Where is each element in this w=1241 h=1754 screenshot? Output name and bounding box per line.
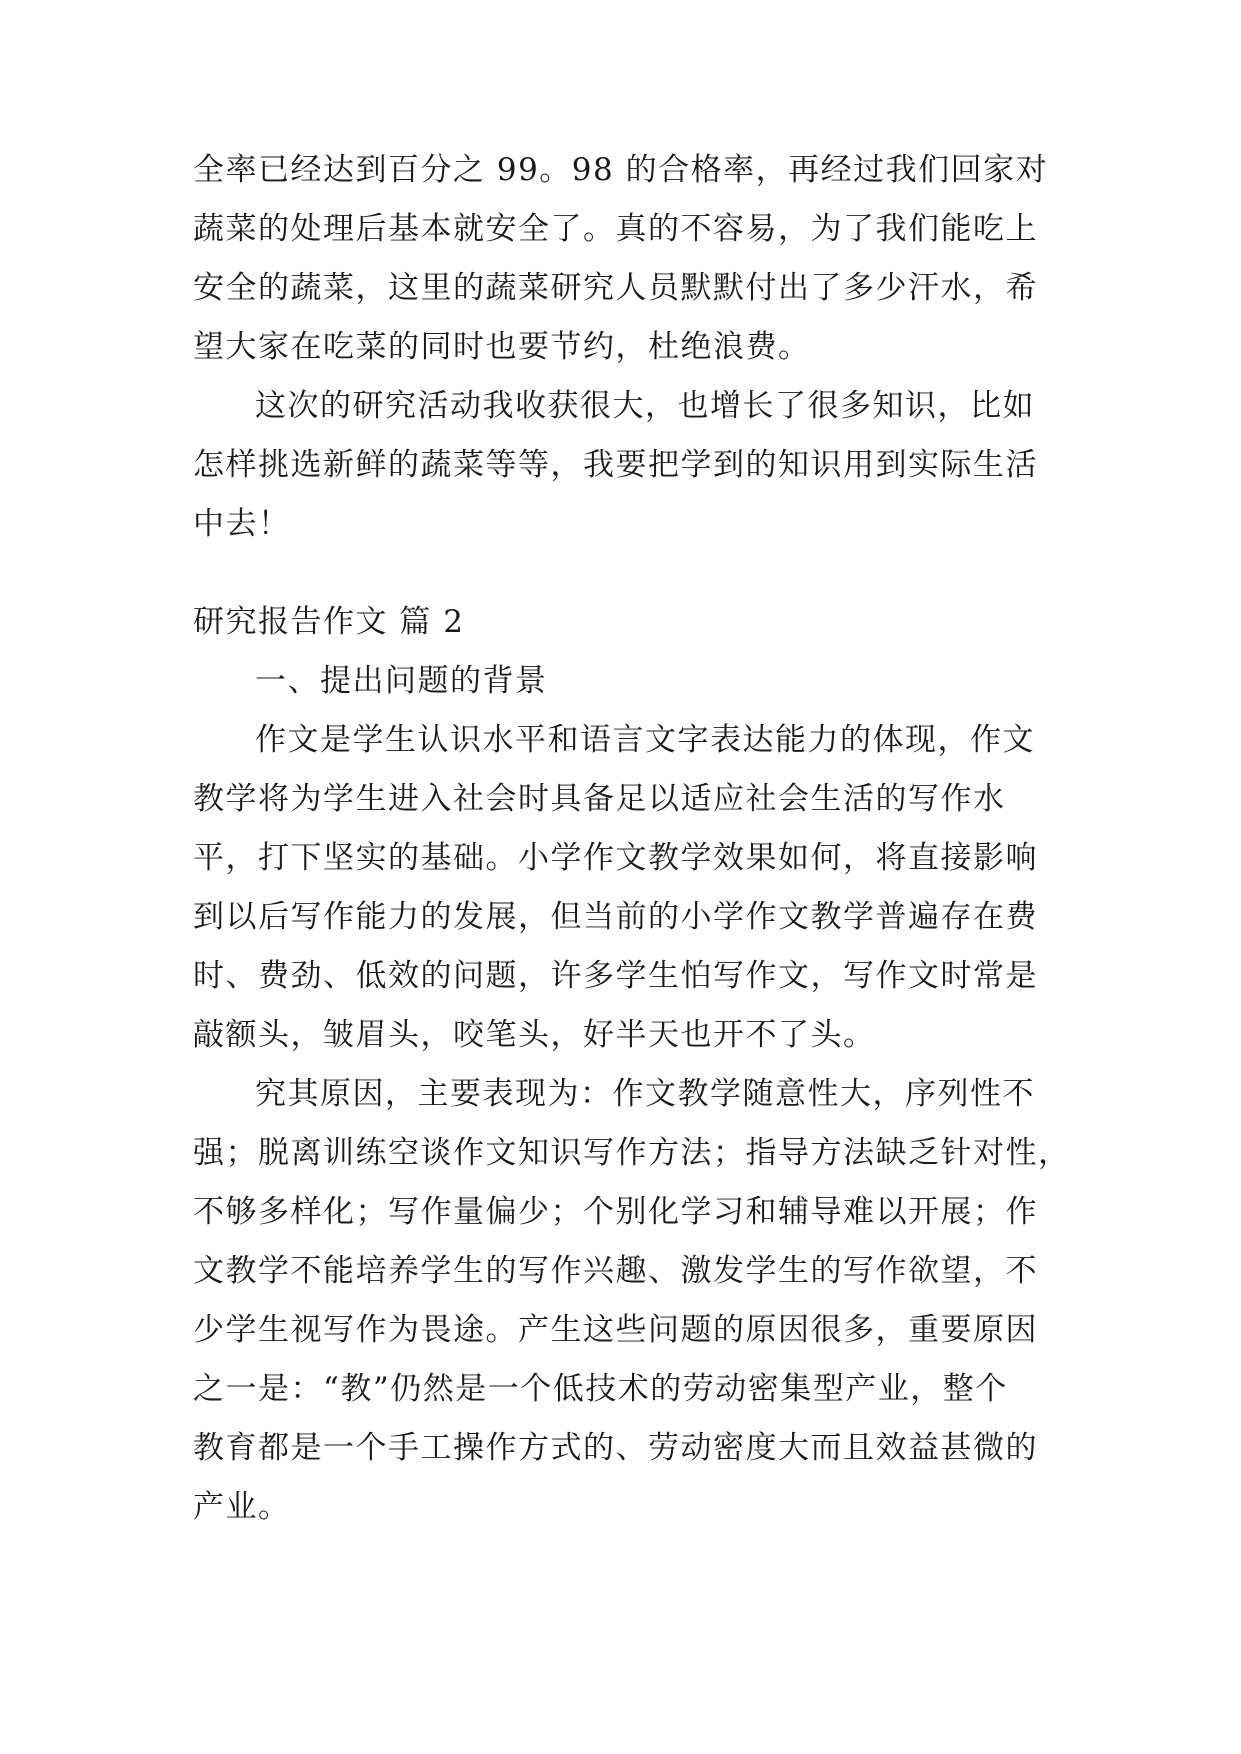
- text-line: 不够多样化；写作量偏少；个别化学习和辅导难以开展；作: [193, 1194, 1038, 1230]
- text-line: 作文是学生认识水平和语言文字表达能力的体现，作文: [255, 722, 1035, 758]
- text-line: 究其原因，主要表现为：作文教学随意性大，序列性不: [255, 1076, 1035, 1112]
- text-line: 望大家在吃菜的同时也要节约，杜绝浪费。: [193, 329, 811, 365]
- text-line: 少学生视写作为畏途。产生这些问题的原因很多，重要原因: [193, 1312, 1038, 1348]
- text-line: 安全的蔬菜，这里的蔬菜研究人员默默付出了多少汗水，希: [193, 270, 1038, 306]
- text-line: 教育都是一个手工操作方式的、劳动密度大而且效益甚微的: [193, 1430, 1038, 1466]
- section-heading: 研究报告作文 篇 2: [193, 604, 465, 640]
- text-line: 全率已经达到百分之 99。98 的合格率，再经过我们回家对: [193, 152, 1049, 188]
- text-line: 之一是：“教”仍然是一个低技术的劳动密集型产业，整个: [193, 1371, 1008, 1407]
- text-line: 文教学不能培养学生的写作兴趣、激发学生的写作欲望，不: [193, 1253, 1038, 1289]
- text-line: 到以后写作能力的发展，但当前的小学作文教学普遍存在费: [193, 899, 1038, 935]
- text-line: 产业。: [193, 1489, 291, 1525]
- text-line: 教学将为学生进入社会时具备足以适应社会生活的写作水: [193, 781, 1006, 817]
- text-line: 怎样挑选新鲜的蔬菜等等，我要把学到的知识用到实际生活: [193, 447, 1038, 483]
- text-line: 强；脱离训练空谈作文知识写作方法；指导方法缺乏针对性，: [193, 1135, 1071, 1171]
- subsection-heading: 一、提出问题的背景: [255, 663, 548, 699]
- text-line: 蔬菜的处理后基本就安全了。真的不容易，为了我们能吃上: [193, 211, 1038, 247]
- text-line: 平，打下坚实的基础。小学作文教学效果如何，将直接影响: [193, 840, 1038, 876]
- text-line: 这次的研究活动我收获很大，也增长了很多知识，比如: [255, 388, 1035, 424]
- text-line: 中去！: [193, 506, 291, 542]
- text-line: 敲额头，皱眉头，咬笔头，好半天也开不了头。: [193, 1017, 876, 1053]
- text-line: 时、费劲、低效的问题，许多学生怕写作文，写作文时常是: [193, 958, 1038, 994]
